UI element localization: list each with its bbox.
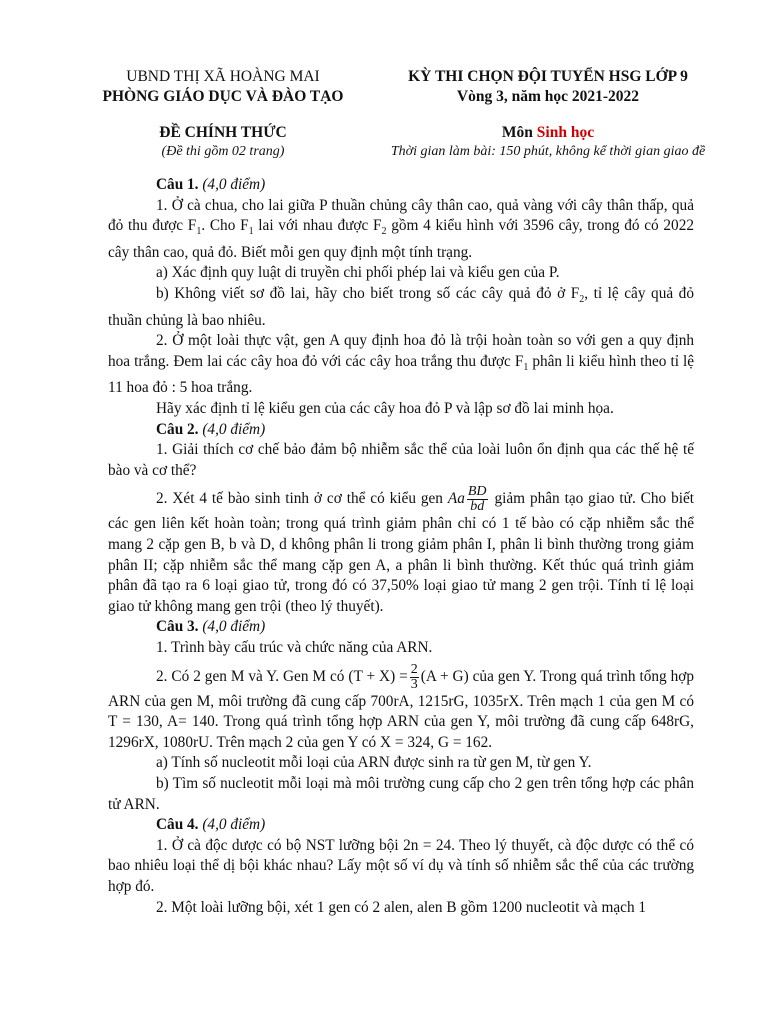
fraction-two-thirds: $\frac{2}{3}$ — [410, 661, 418, 692]
question-4-title: Câu 4. — [156, 816, 199, 834]
header-department: PHÒNG GIÁO DỤC VÀ ĐÀO TẠO — [102, 88, 344, 105]
q2-paragraph-2: 2. Xét 4 tế bào sinh tinh ở cơ thể có kiểu gen Aa $\frac{BD}{bd}$ giảm phân tạo giao tử. Cho biết các gen liên kết hoàn toàn; trong quá trình giảm phân chỉ có 1 tế bào có cặp nhiễm sắc thể mang 2 cặp gen B, b và D, d không phân li trong giảm phân I, phân li bình thường trong giảm phân II; cặp nhiễm sắc thể mang cặp gen A, a phân li bình thường. Kết thúc quá trình giảm phân đã tạo ra 6 loại giao tử, trong đó có 37,50% loại giao tử mang 2 gen trội. Tính tỉ lệ loại giao tử không mang gen trội (theo lý thuyết). — [108, 484, 695, 615]
q2-paragraph-1: 1. Giải thích cơ chế bảo đảm bộ nhiễm sắc thể của loài luôn ổn định qua các thế hệ tế bào và cơ thể? — [108, 441, 694, 479]
q1-paragraph-3: b) Không viết sơ đồ lai, hãy cho biết trong số các cây quả đỏ ở $F_2$, tỉ lệ cây quả đỏ thuần chủng là bao nhiêu. — [108, 285, 694, 329]
question-4-heading — [108, 815, 694, 836]
subject-line — [348, 123, 748, 142]
question-3-heading — [108, 617, 694, 638]
official-block — [78, 123, 368, 161]
q3-paragraph-3: a) Tính số nucleotit mỗi loại của ARN được sinh ra từ gen M, từ gen Y. — [156, 754, 592, 772]
question-2-title: Câu 2. — [156, 420, 199, 438]
question-1-heading — [108, 175, 694, 196]
pages-note: (Đề thi gồm 02 trang) — [161, 144, 285, 159]
exam-body — [108, 175, 694, 918]
question-3-points: (4,0 điểm) — [202, 618, 266, 636]
question-2-heading — [108, 420, 694, 441]
question-1-points: (4,0 điểm) — [202, 176, 266, 193]
q1-paragraph-2: a) Xác định quy luật di truyền chi phối phép lai và kiểu gen của P. — [156, 264, 560, 282]
question-1-title: Câu 1. — [156, 176, 199, 193]
header-authority: UBND THỊ XÃ HOÀNG MAI — [126, 68, 320, 85]
genotype-prefix: Aa — [447, 490, 465, 508]
q3-paragraph-2: 2. Có 2 gen M và Y. Gen M có (T + X) = $\frac{2}{3}$ (A + G) của gen Y. Trong quá trình tổng hợp ARN của gen M, môi trường đã cung cấp 700rA, 1215rG, 1035rX. Trên mạch 1 của gen M có T = 130, A= 140. Trong quá trình tổng hợp ARN của gen Y, môi trường đã cung cấp 648rG, 1296rX, 1080rU. Trên mạch 2 của gen Y có X = 324, G = 162. — [108, 661, 694, 751]
genotype-fraction: $\frac{BD}{bd}$ — [467, 484, 487, 515]
q1-paragraph-5: Hãy xác định tỉ lệ kiểu gen của các cây hoa đỏ P và lập sơ đồ lai minh họa. — [156, 400, 614, 418]
q4-paragraph-1: 1. Ở cà độc dược có bộ NST lưỡng bội 2n = 24. Theo lý thuyết, cà độc dược có thể có bao nhiêu loại thể dị bội khác nhau? Lấy một số ví dụ và tính số nhiễm sắc thể của các trường hợp đó. — [108, 836, 694, 895]
official-label: ĐỀ CHÍNH THỨC — [159, 124, 287, 141]
header-right — [378, 67, 718, 107]
header-left — [78, 67, 368, 107]
question-4-points: (4,0 điểm) — [202, 816, 266, 834]
subject-name: Sinh học — [536, 124, 595, 141]
q1-paragraph-1: 1. Ở cà chua, cho lai giữa P thuần chủng cây thân cao, quả vàng với cây thân thấp, quả đỏ thu được $F_1$. Cho $F_1$ lai với nhau được $F_2$ gồm 4 kiểu hình với 3596 cây, trong đó có 2022 cây thân cao, quả đỏ. Biết mỗi gen quy định một tính trạng. — [108, 196, 694, 261]
question-2-points: (4,0 điểm) — [202, 420, 266, 438]
q4-paragraph-2: 2. Một loài lưỡng bội, xét 1 gen có 2 alen, alen B gồm 1200 nucleotit và mạch 1 — [156, 898, 647, 916]
q1-paragraph-4: 2. Ở một loài thực vật, gen A quy định hoa đỏ là trội hoàn toàn so với gen a quy định hoa trắng. Đem lai các cây hoa đỏ với các cây hoa trắng thu được $F_1$ phân li kiểu hình theo tỉ lệ 11 hoa đỏ : 5 hoa trắng. — [108, 332, 694, 397]
exam-round: Vòng 3, năm học 2021-2022 — [456, 88, 640, 105]
question-3-title: Câu 3. — [156, 618, 199, 636]
time-note: Thời gian làm bài: 150 phút, không kể thời gian giao đề — [390, 144, 706, 159]
subject-label: Môn — [501, 124, 533, 141]
exam-title: KỲ THI CHỌN ĐỘI TUYỂN HSG LỚP 9 — [408, 68, 688, 85]
subject-block — [348, 123, 748, 161]
q3-paragraph-1: 1. Trình bày cấu trúc và chức năng của ARN. — [156, 639, 433, 657]
q3-paragraph-4: b) Tìm số nucleotit mỗi loại mà môi trường cung cấp cho 2 gen trên tổng hợp các phân tử ARN. — [108, 774, 694, 813]
